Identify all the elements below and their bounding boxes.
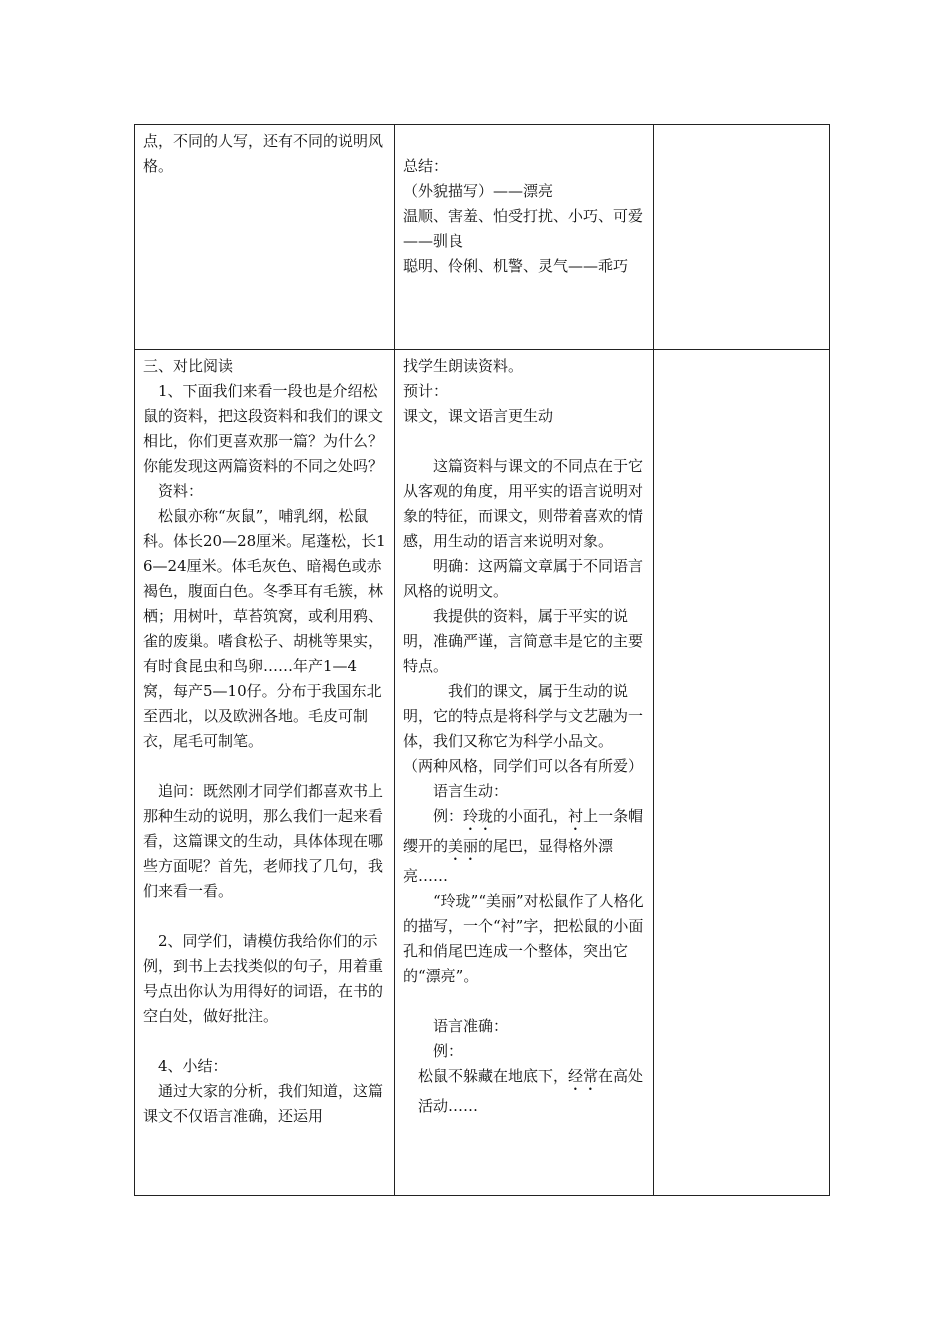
lesson-plan-table: [134, 124, 830, 1196]
material-text: 松鼠亦称“灰鼠”，哺乳纲，松鼠科。体长20—28厘米。尾蓬松，长16—24厘米。体毛灰色、暗褐色或赤褐色，腹面白色。冬季耳有毛簇，林栖；用树叶，草苔筑窝，或利用鸦、雀的废巢。嗜食松子、胡桃等果实，有时食昆虫和鸟卵……年产1—4窝，每产5—10仔。分布于我国东北至西北，以及欧洲各地。毛皮可制衣，尾毛可制笔。: [143, 507, 386, 750]
row1-col2-cell: [395, 125, 654, 350]
accurate-example-label: 例：: [433, 1042, 464, 1060]
row1-col1-cell: [135, 125, 395, 350]
example-text: 上一条帽缨开的: [403, 807, 644, 855]
conclusion-text: 通过大家的分析，我们知道，这篇课文不仅语言准确，还运用: [143, 1082, 384, 1125]
difference-paragraph: 这篇资料与课文的不同点在于它从客观的角度，用平实的语言说明对象的特征，而课文，则带着喜欢的情感，用生动的语言来说明对象。: [403, 457, 644, 550]
row1-col1-text: 点，不同的人写，还有不同的说明风格。: [143, 132, 384, 175]
example-text: 松鼠不躲藏在地底下，: [418, 1067, 569, 1085]
emphasized-word: 衬: [568, 807, 584, 825]
example-text: 的尾巴，显得格外漂亮……: [403, 837, 614, 885]
vivid-style-paragraph: 我们的课文，属于生动的说明，它的特点是将科学与文艺融为一体，我们又称它为科学小品文。: [403, 682, 644, 750]
emphasized-word: 经常: [568, 1067, 599, 1085]
summary-line-clever: 聪明、伶俐、机警、灵气——乖巧: [403, 257, 629, 275]
vivid-example: [403, 804, 645, 889]
table-row: [135, 350, 830, 1196]
summary-heading: 4、小结：: [158, 1057, 228, 1075]
summary-title: 总结：: [403, 157, 449, 175]
vivid-language-title: 语言生动：: [433, 782, 509, 800]
expected-answer: 课文，课文语言更生动: [403, 407, 554, 425]
material-label: 资料：: [158, 482, 204, 500]
summary-line-appearance: （外貌描写）——漂亮: [403, 182, 554, 200]
example-text: 在高处活动……: [418, 1067, 644, 1115]
plain-style-paragraph: 我提供的资料，属于平实的说明，准确严谨，言简意丰是它的主要特点。: [403, 607, 644, 675]
emphasized-word: 美丽: [448, 837, 479, 855]
vivid-analysis: “玲珑”“美丽”对松鼠作了人格化的描写，一个“衬”字，把松鼠的小面孔和俏尾巴连成一个整体，突出它的“漂亮”。: [403, 892, 644, 985]
accurate-example: [403, 1064, 645, 1119]
read-aloud-note: 找学生朗读资料。: [403, 357, 524, 375]
table-row: [135, 125, 830, 350]
example-text: 的小面孔，: [493, 807, 569, 825]
row2-col3-cell: [654, 350, 830, 1196]
emphasized-word: 玲珑: [463, 807, 494, 825]
summary-line-docile: 温顺、害羞、怕受打扰、小巧、可爱——驯良: [403, 207, 644, 250]
row2-col2-cell: [395, 350, 654, 1196]
accurate-language-title: 语言准确：: [433, 1017, 509, 1035]
question-2: 2、同学们，请模仿我给你们的示例，到书上去找类似的句子，用着重号点出你认为用得好的词语，在书的空白处，做好批注。: [143, 932, 384, 1025]
row2-col1-cell: [135, 350, 395, 1196]
example-label: 例：: [433, 807, 464, 825]
question-1: 1、下面我们来看一段也是介绍松鼠的资料，把这段资料和我们的课文相比，你们更喜欢那一篇？为什么？你能发现这两篇资料的不同之处吗？: [143, 382, 384, 475]
section-heading: 三、对比阅读: [143, 357, 234, 375]
expected-label: 预计：: [403, 382, 449, 400]
two-styles-note: （两种风格，同学们可以各有所爱）: [403, 757, 644, 775]
clarify-paragraph: 明确：这两篇文章属于不同语言风格的说明文。: [403, 557, 644, 600]
followup-question: 追问：既然刚才同学们都喜欢书上那种生动的说明，那么我们一起来看看，这篇课文的生动，具体体现在哪些方面呢？首先，老师找了几句，我们来看一看。: [143, 782, 384, 900]
row1-col3-cell: [654, 125, 830, 350]
